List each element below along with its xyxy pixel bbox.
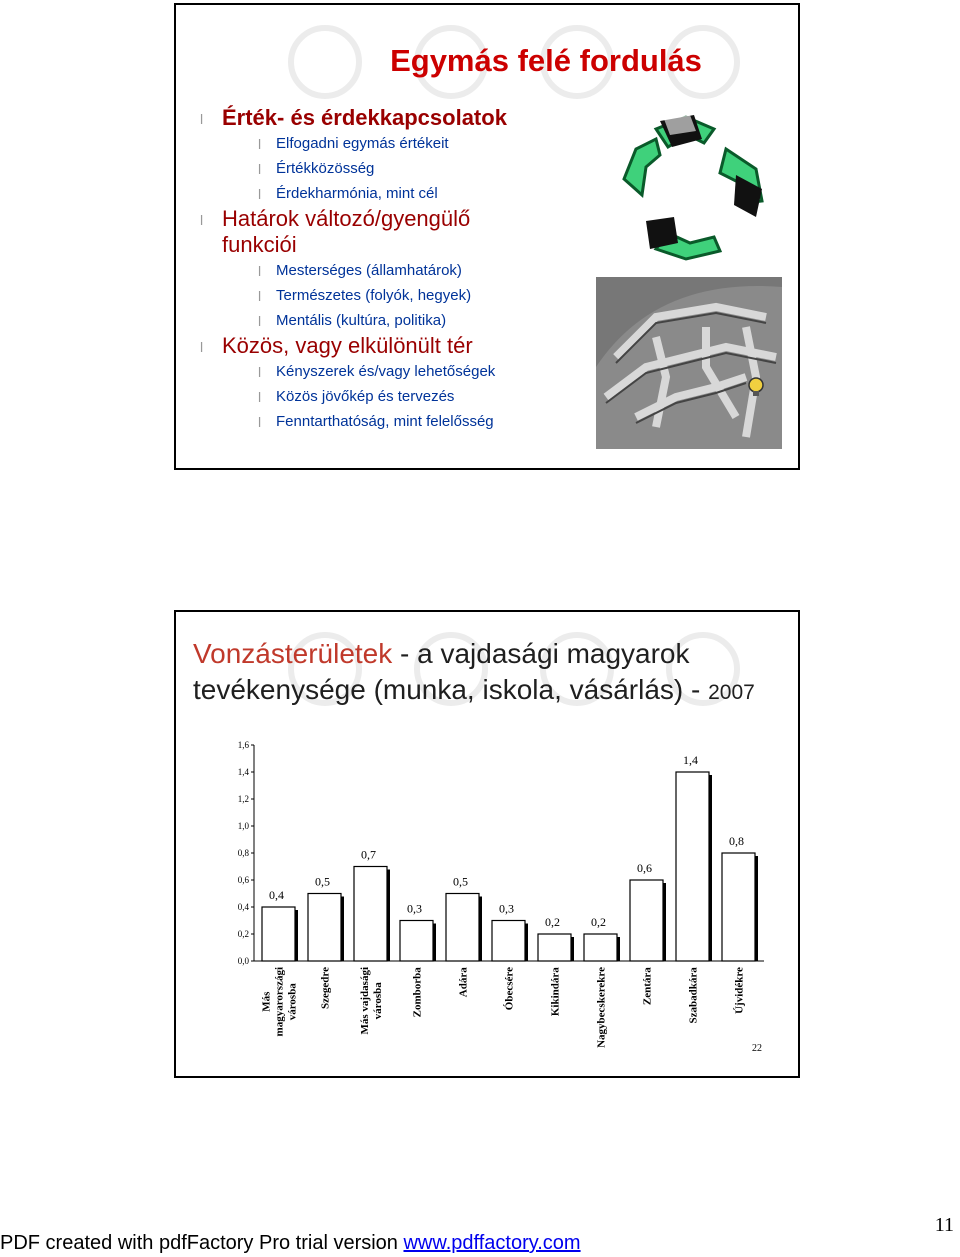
y-tick-label: 0,6 (237, 875, 249, 885)
data-label: 0,7 (361, 847, 376, 862)
bullet-item (200, 232, 600, 258)
bar (446, 894, 479, 962)
x-category-label: Másmagyarországivárosba (260, 967, 299, 1037)
y-tick-label: 1,6 (237, 740, 249, 750)
x-category-label: Zentára (641, 967, 654, 1006)
bullet-text: Mesterséges (államhatárok) (276, 262, 462, 279)
bullet-text: Természetes (folyók, hegyek) (276, 287, 472, 304)
bullet-marker: l (258, 263, 262, 279)
data-label: 1,4 (683, 753, 698, 767)
bullet-marker: l (258, 313, 262, 329)
slide-egymas-fele-fordulas (174, 3, 800, 470)
data-label: 0,8 (729, 834, 744, 848)
pdf-footer (0, 1232, 581, 1255)
bullet-marker: l (258, 161, 262, 177)
recycle-arrows-icon (616, 109, 776, 273)
x-category-label: Nagybecskerekre (595, 967, 608, 1048)
bullet-text: Érdekharmónia, mint cél (276, 185, 438, 202)
bar (584, 934, 617, 961)
sub-bullet-item (200, 181, 600, 206)
data-label: 0,4 (269, 888, 284, 902)
slide-title: Egymás felé fordulás (390, 43, 702, 78)
data-label: 0,5 (315, 874, 330, 889)
bullet-text: Elfogadni egymás értékeit (276, 135, 449, 152)
bullet-marker: l (258, 389, 262, 405)
bullet-marker: l (258, 414, 262, 430)
bullet-marker: l (258, 288, 262, 304)
bullet-text: Kényszerek és/vagy lehetőségek (276, 363, 496, 380)
data-label: 0,5 (453, 874, 468, 889)
title-line2: tevékenysége (munka, iskola, vásárlás) - (193, 674, 709, 705)
sub-bullet-item (200, 258, 600, 283)
y-tick-label: 1,4 (237, 767, 249, 777)
data-label: 0,2 (545, 915, 560, 929)
bullet-item (200, 105, 600, 131)
bullet-marker: l (200, 339, 204, 355)
y-tick-label: 0,4 (237, 902, 249, 912)
title-rest: - a vajdasági magyarok (392, 638, 690, 669)
page-number: 11 (934, 1214, 954, 1236)
bar (262, 907, 295, 961)
bullet-marker: l (200, 212, 204, 228)
bullet-marker: l (200, 111, 204, 127)
title-year: 2007 (708, 681, 755, 704)
footer-link[interactable]: www.pdffactory.com (403, 1232, 581, 1254)
bullet-text: Mentális (kultúra, politika) (276, 312, 447, 329)
title-highlight: Vonzásterületek (193, 638, 393, 669)
bar (538, 934, 571, 961)
y-tick-label: 0,8 (237, 848, 249, 858)
y-tick-label: 1,2 (237, 794, 249, 804)
data-label: 0,3 (499, 901, 514, 916)
bar (492, 921, 525, 962)
maze-illustration (596, 277, 782, 449)
bullet-item (200, 333, 600, 359)
x-category-label: Más vajdaságivárosba (359, 967, 384, 1035)
y-tick-label: 0,0 (237, 956, 249, 966)
bar (630, 880, 663, 961)
x-category-label: Zomborba (411, 967, 424, 1018)
bullet-list (200, 105, 600, 434)
data-label: 0,2 (591, 915, 606, 929)
bullet-marker: l (258, 186, 262, 202)
bullet-marker: l (258, 364, 262, 380)
bullet-text: Fenntarthatóság, mint felelősség (276, 413, 494, 430)
bullet-text: Határok változó/gyengülő (222, 206, 471, 231)
bar (676, 772, 709, 961)
sub-bullet-item (200, 156, 600, 181)
bullet-marker: l (258, 136, 262, 152)
x-category-label: Adára (457, 967, 470, 998)
x-category-label: Szegedre (319, 967, 332, 1010)
bullet-text: Érték- és érdekkapcsolatok (222, 105, 507, 130)
bar-chart (176, 612, 798, 1076)
bullet-text: Közös, vagy elkülönült tér (222, 333, 473, 358)
bar (308, 894, 341, 962)
bullet-text: funkciói (222, 232, 297, 257)
sub-bullet-item (200, 131, 600, 156)
sub-bullet-item (200, 384, 600, 409)
bullet-item (200, 206, 600, 232)
slide-number: 22 (752, 1043, 762, 1054)
y-tick-label: 0,2 (237, 929, 249, 939)
sub-bullet-item (200, 359, 600, 384)
slide-vonzasteruletek (174, 610, 800, 1078)
bullet-text: Közös jövőkép és tervezés (276, 388, 455, 405)
y-tick-label: 1,0 (237, 821, 249, 831)
x-category-label: Kikindára (549, 967, 562, 1017)
sub-bullet-item (200, 409, 600, 434)
bar (722, 853, 755, 961)
x-category-label: Óbecsére (503, 967, 516, 1011)
bullet-text: Értékközösség (276, 160, 375, 177)
bar (400, 921, 433, 962)
bar (354, 867, 387, 962)
data-label: 0,3 (407, 901, 422, 916)
sub-bullet-item (200, 283, 600, 308)
sub-bullet-item (200, 308, 600, 333)
footer-text: PDF created with pdfFactory Pro trial version (0, 1232, 404, 1254)
x-category-label: Szabadkára (687, 967, 700, 1024)
data-label: 0,6 (637, 861, 652, 875)
x-category-label: Újvidékre (733, 967, 746, 1014)
